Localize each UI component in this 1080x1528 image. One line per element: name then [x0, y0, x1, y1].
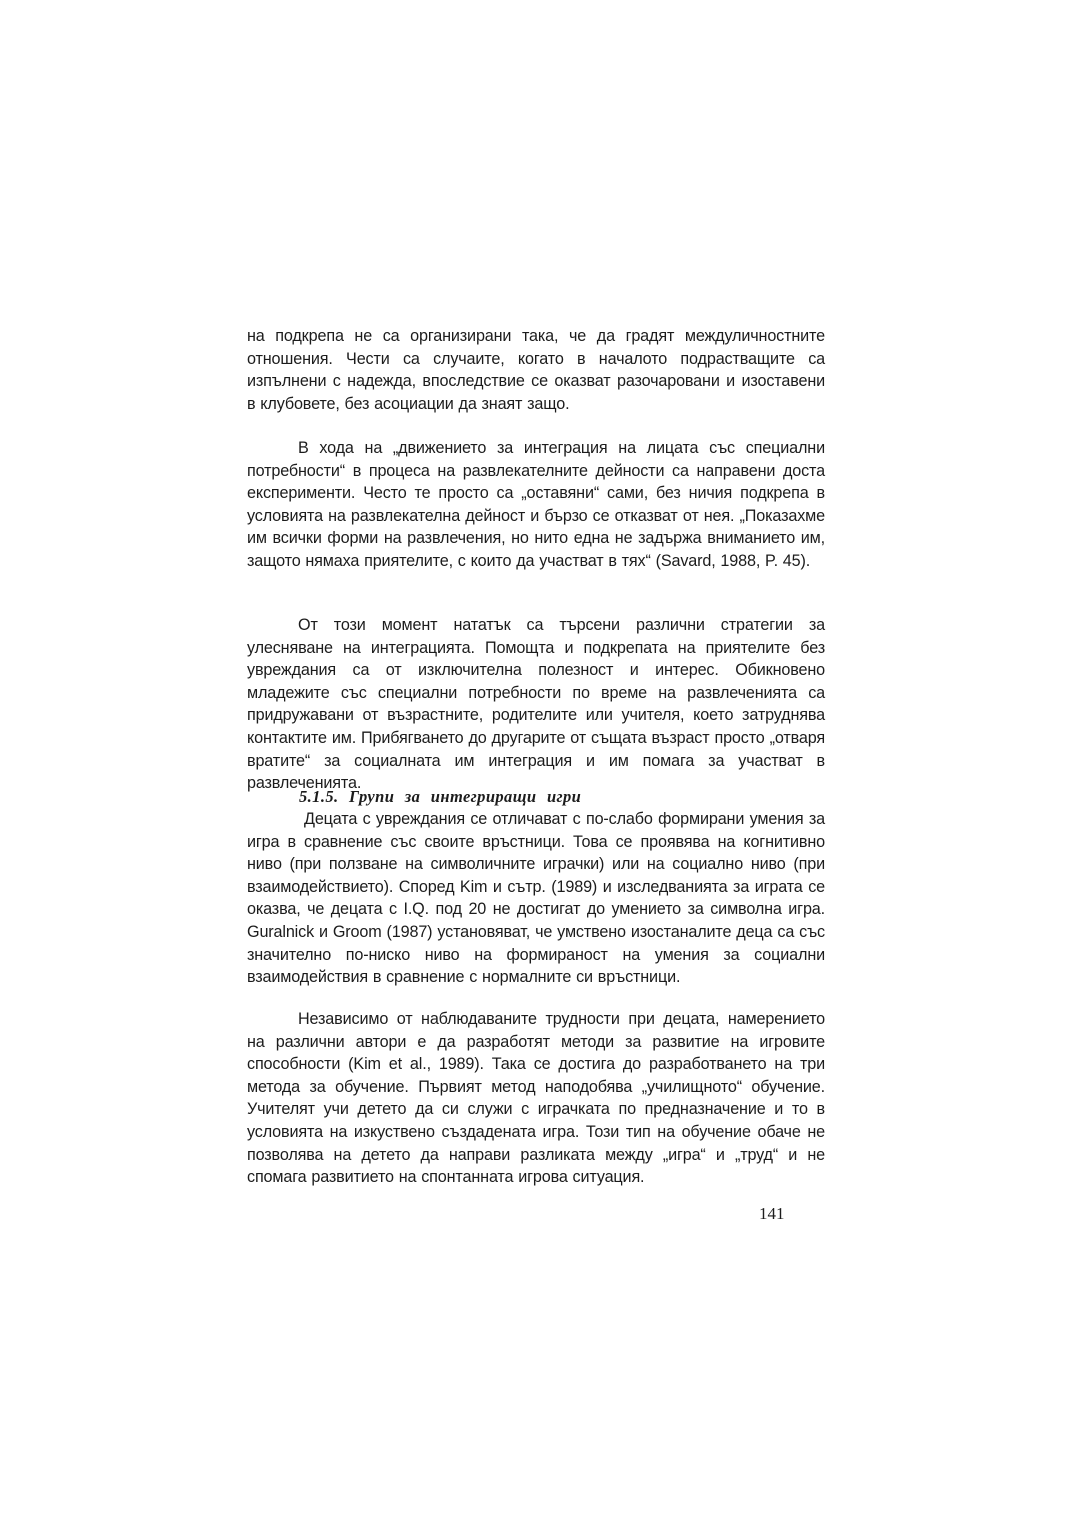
section-heading: 5.1.5. Групи за интегриращи игри [299, 787, 582, 806]
paragraph-2-block [247, 437, 825, 573]
paragraph-4-block [247, 808, 825, 989]
paragraph-5: Независимо от наблюдаваните трудности при децата, намерението на различни автори е да разработят методи за развитие на игровите способности (Kim et al., 1989). Така се достига до разработването на три метода за обучение. Първият метод наподобява „училищното“ обучение. Учителят учи детето да си служи с играчката по предназначение и то в условията на изкуствено създадената игра. Този тип на обучение обаче не позволява на детето да направи разликата между „игра“ и „труд“ и не спомага развитието на спонтанната игрова ситуация. [247, 1010, 825, 1187]
paragraph-5-block [247, 1008, 825, 1189]
paragraph-3: От този момент нататък са търсени различни стратегии за улесняване на интеграцията. Помощта и подкрепата на приятелите без увреждания са от изключителна полезност и интерес. Обикновено младежите със специални потребности по време на развлеченията са придружавани от възрастните, родителите или учителя, което затруднява контактите им. Прибягването до другарите от същата възраст просто „отваря вратите“ за социалната им интеграция и им помага за участват в развлеченията. [247, 616, 825, 793]
paragraph-1: на подкрепа не са организирани така, че да градят междуличностните отношения. Чести са случаите, когато в началото подрастващите са изпълнени с надежда, впоследствие се оказват разочаровани и изоставени в клубовете, без асоциации да знаят защо. [247, 327, 825, 413]
paragraph-1-block [247, 325, 825, 415]
paragraph-2: В хода на „движението за интеграция на лицата със специални потребности“ в процеса на развлекателните дейности са направени доста експерименти. Често те просто са „оставяни“ сами, без ничия подкрепа в условията на развлекателна дейност и бързо се отказват от нея. „Показахме им всички форми на развлечения, но нито една не задържа вниманието им, защото нямаха приятелите, с които да участват в тях“ (Savard, 1988, P. 45). [247, 439, 825, 570]
page-number: 141 [759, 1204, 785, 1223]
paragraph-3-block [247, 614, 825, 795]
paragraph-4: Децата с увреждания се отличават с по-слабо формирани умения за игра в сравнение със своите връстници. Това се проявява на когнитивно ниво (при ползване на символичните играчки) или на социално ниво (при взаимодействието). Според Kim и сътр. (1989) и изследванията за играта се оказва, че децата с I.Q. под 20 не достигат до умението за символна игра. Guralnick и Groom (1987) установяват, че умствено изостаналите деца са със значително по-ниско ниво на формираност на умения за социални взаимодействия в сравнение с нормалните си връстници. [247, 810, 825, 987]
